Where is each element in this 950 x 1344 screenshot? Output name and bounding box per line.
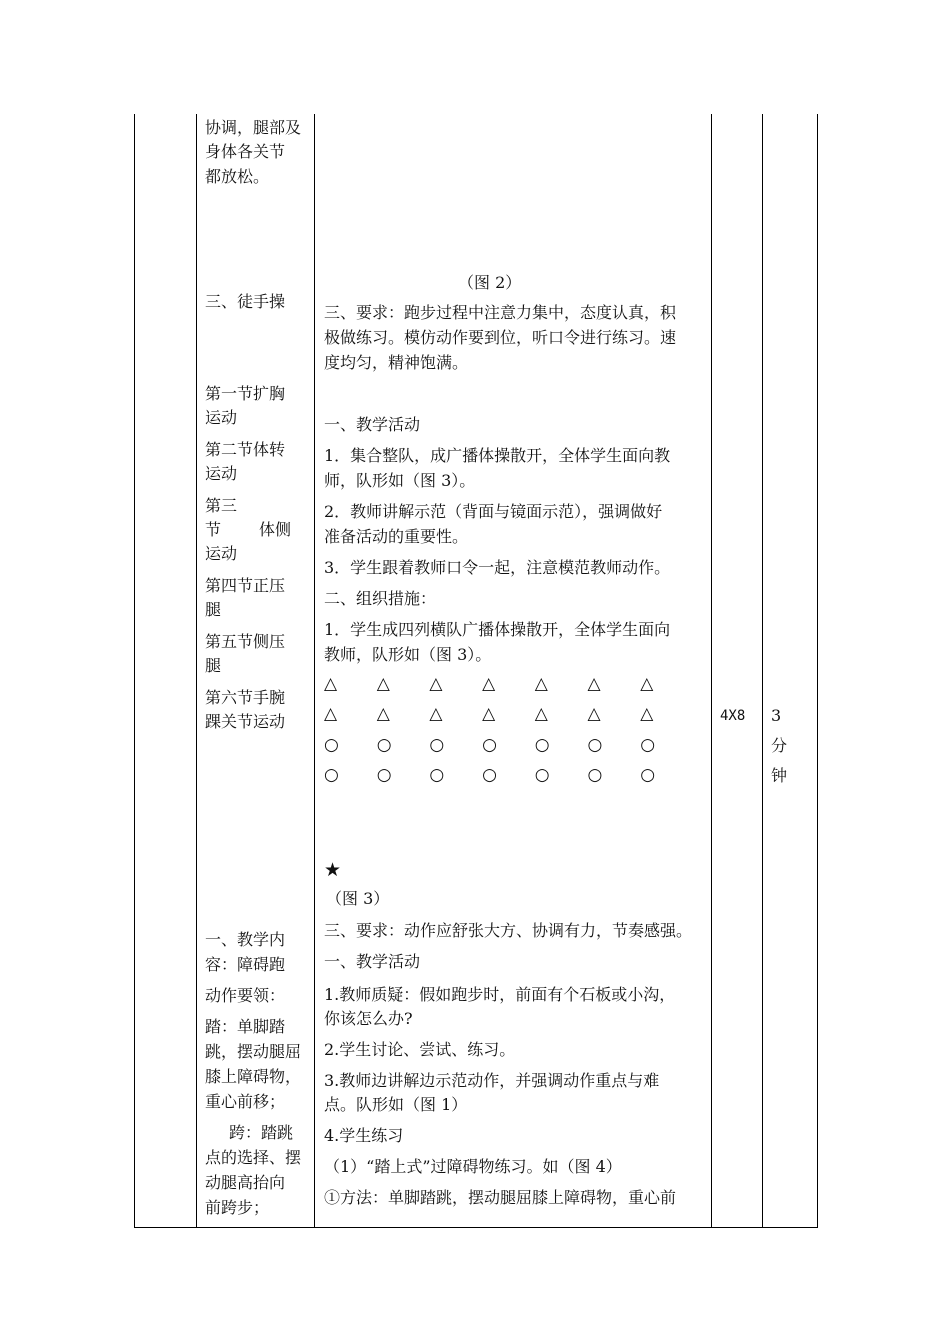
student-triangle: △	[376, 674, 390, 694]
activity-text: 准备活动的重要性。	[324, 527, 469, 546]
figure-caption: （图 2）	[458, 273, 522, 292]
student-circle: ○	[324, 765, 339, 785]
student-triangle: △	[640, 704, 654, 724]
activity-heading: 一、教学活动	[324, 952, 421, 971]
student-circle: ○	[534, 765, 550, 785]
student-circle: ○	[640, 765, 656, 785]
duration: 钟	[771, 766, 788, 785]
student-triangle: △	[534, 704, 548, 724]
exercise-name: 第一节扩胸	[205, 384, 286, 403]
student-circle: ○	[534, 735, 550, 755]
student-triangle: △	[534, 674, 548, 694]
col2-text: 身体各关节	[205, 142, 286, 161]
student-triangle: △	[587, 704, 601, 724]
column-divider	[762, 114, 763, 1228]
activity-text: 4.学生练习	[324, 1126, 404, 1145]
activity-text: 1.教师质疑：假如跑步时，前面有个石板或小沟，	[324, 985, 676, 1004]
student-circle: ○	[587, 765, 603, 785]
exercise-name: 腿	[205, 600, 222, 619]
organization-text: 1．学生成四列横队广播体操散开，全体学生面向	[324, 620, 671, 639]
duration: 分	[771, 736, 788, 755]
student-circle: ○	[324, 735, 339, 755]
exercise-name: 腿	[205, 656, 222, 675]
student-triangle: △	[324, 674, 338, 694]
activity-text: 1．集合整队，成广播体操散开，全体学生面向教	[324, 446, 671, 465]
requirement-text: 度均匀，精神饱满。	[324, 353, 469, 372]
student-circle: ○	[376, 735, 392, 755]
activity-text: 师，队形如（图 3）。	[324, 471, 476, 490]
student-triangle: △	[640, 674, 654, 694]
exercise-name: 第四节正压	[205, 576, 286, 595]
student-circle: ○	[376, 765, 392, 785]
table-border-bottom	[134, 1227, 818, 1228]
duration: 3	[771, 706, 782, 725]
column-divider	[711, 114, 712, 1228]
activity-text: （1）“踏上式”过障碍物练习。如（图 4）	[324, 1157, 622, 1176]
exercise-name: 节	[205, 520, 222, 539]
activity-text: 你该怎么办?	[324, 1009, 413, 1028]
exercise-name: 运动	[205, 408, 238, 427]
content-text: 膝上障碍物，	[205, 1067, 302, 1086]
content-text: 点的选择、摆	[205, 1148, 302, 1167]
column-divider	[196, 114, 197, 1228]
student-circle: ○	[482, 765, 497, 785]
exercise-name: 第三	[205, 496, 238, 515]
requirement-text: 极做练习。模仿动作要到位，听口令进行练习。速	[324, 328, 677, 347]
student-triangle: △	[482, 674, 496, 694]
student-circle: ○	[429, 765, 445, 785]
exercise-name: 第二节体转	[205, 440, 286, 459]
content-text: 前跨步；	[205, 1198, 270, 1217]
exercise-name: 体侧	[259, 520, 292, 539]
student-circle: ○	[587, 735, 603, 755]
content-text: 重心前移；	[205, 1092, 286, 1111]
table-border-right	[817, 114, 818, 1228]
organization-heading: 二、组织措施：	[324, 589, 437, 608]
teacher-star: ★	[324, 859, 342, 881]
figure-caption: （图 3）	[326, 889, 390, 908]
activity-text: 2．教师讲解示范（背面与镜面示范），强调做好	[324, 502, 663, 521]
student-circle: ○	[429, 735, 445, 755]
exercise-name: 踝关节运动	[205, 712, 286, 731]
repetitions: 4X8	[720, 708, 746, 724]
exercise-name: 运动	[205, 464, 238, 483]
column-divider	[314, 114, 315, 1228]
student-triangle: △	[376, 704, 390, 724]
organization-text: 教师，队形如（图 3）。	[324, 645, 492, 664]
student-triangle: △	[587, 674, 601, 694]
student-triangle: △	[429, 704, 443, 724]
exercise-name: 第六节手腕	[205, 688, 286, 707]
activity-text: 3．学生跟着教师口令一起，注意模范教师动作。	[324, 558, 671, 577]
student-triangle: △	[324, 704, 338, 724]
section-heading: 三、徒手操	[205, 292, 286, 311]
activity-heading: 一、教学活动	[324, 415, 421, 434]
content-text: 动作要领：	[205, 986, 286, 1005]
content-text: 动腿高抬向	[205, 1173, 286, 1192]
student-triangle: △	[429, 674, 443, 694]
content-text: 容：障碍跑	[205, 955, 286, 974]
student-triangle: △	[482, 704, 496, 724]
requirement-text: 三、要求：跑步过程中注意力集中，态度认真，积	[324, 303, 677, 322]
requirement-text: 三、要求：动作应舒张大方、协调有力，节奏感强。	[324, 921, 693, 940]
table-border-left	[134, 114, 135, 1228]
activity-text: ①方法：单脚踏跳，摆动腿屈膝上障碍物，重心前	[324, 1188, 677, 1207]
content-text: 踏：单脚踏	[205, 1017, 286, 1036]
activity-text: 2.学生讨论、尝试、练习。	[324, 1040, 516, 1059]
student-circle: ○	[482, 735, 497, 755]
activity-text: 3.教师边讲解边示范动作，并强调动作重点与难	[324, 1071, 660, 1090]
col2-text: 都放松。	[205, 167, 270, 186]
content-text: 一、教学内	[205, 930, 286, 949]
content-text: 跳，摆动腿屈	[205, 1042, 302, 1061]
exercise-name: 第五节侧压	[205, 632, 286, 651]
content-text: 跨：踏跳	[229, 1123, 294, 1142]
student-circle: ○	[640, 735, 656, 755]
activity-text: 点。队形如（图 1）	[324, 1095, 468, 1114]
col2-text: 协调，腿部及	[205, 118, 302, 137]
exercise-name: 运动	[205, 544, 238, 563]
